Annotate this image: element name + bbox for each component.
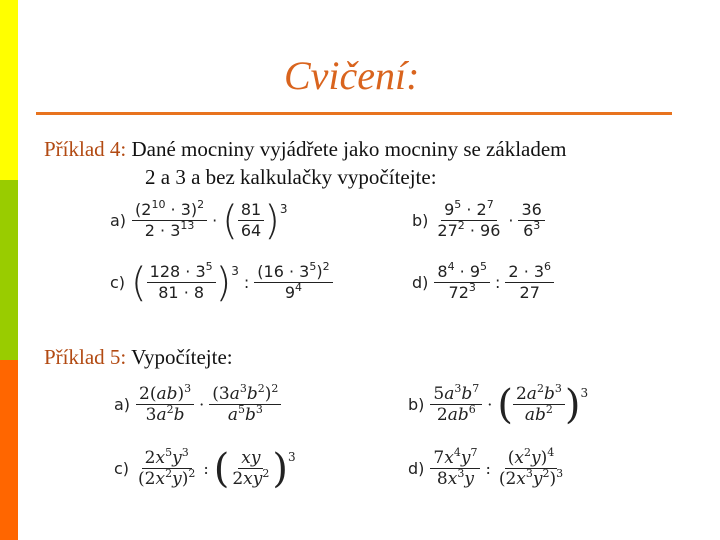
side-bar-yellow (0, 0, 18, 180)
task5-heading (44, 344, 233, 370)
fraction: $\frac{2(ab)^3}{3a^2b}$ (136, 384, 194, 425)
task4-heading (44, 136, 567, 162)
exercise-label: a) (110, 211, 127, 230)
fraction: $\frac{8^4 \cdot 9^5}{72^3}$ (434, 262, 490, 303)
task4-text-line2: 2 a 3 a bez kalkulačky vypočítejte: (145, 165, 437, 189)
parenthesized-fraction: ( $\frac{128 \cdot 3^5}{81 \cdot 8}$ ) 3 (131, 259, 239, 306)
task5-exercise-b: b) $\frac{5a^3b^7}{2ab^6}$ · ( $\frac{2a^2b^3}{ab^2}$ ) 3 (408, 381, 589, 428)
fraction: $\frac{36}{6^3}$ (518, 200, 544, 241)
fraction: $\frac{(x^2y)^4}{(2x^3y^2)^3}$ (498, 446, 564, 489)
task5-exercise-a: a) $\frac{2(ab)^3}{3a^2b}$ · $\frac{(3a^3b^2)^2}{a^5b^3}$ (114, 384, 281, 425)
task5-exercise-c: c) $\frac{2x^5y^3}{(2x^2y)^2}$ : ( $\frac{xy}{2xy^2}$ ) 3 (114, 445, 296, 492)
side-bar-green (0, 180, 18, 360)
fraction: $\frac{9^5 \cdot 2^7}{27^2 \cdot 96}$ (437, 198, 501, 240)
fraction: $\frac{(3a^3b^2)^2}{a^5b^3}$ (209, 384, 281, 425)
exercise-label: b) (412, 211, 429, 230)
fraction: $\frac{(16 \cdot 3^5)^2}{9^4}$ (254, 262, 332, 303)
task4-exercise-d: d) $\frac{8^4 \cdot 9^5}{72^3}$ : $\frac{2 \cdot 3^6}{27}$ (412, 262, 554, 303)
exercise-label: a) (114, 395, 131, 414)
task4-exercise-a: a) $\frac{(2^{10} \cdot 3)^2}{2 \cdot 3^{13}}$ · ( $\frac{81}{64}$ ) 3 (110, 197, 288, 244)
exercise-label: b) (408, 395, 425, 414)
task4-text-line1: Dané mocniny vyjádřete jako mocniny se základem (131, 137, 567, 161)
exercise-label: d) (412, 273, 429, 292)
fraction: $\frac{(2^{10} \cdot 3)^2}{2 \cdot 3^{13}}$ (132, 200, 207, 241)
parenthesized-fraction: ( $\frac{xy}{2xy^2}$ ) 3 (213, 445, 296, 492)
task5-label: Příklad 5: (44, 345, 127, 369)
exercise-label: c) (110, 273, 126, 292)
exercise-label: d) (408, 459, 425, 478)
parenthesized-fraction: ( $\frac{81}{64}$ ) 3 (222, 197, 288, 244)
exercise-label: c) (114, 459, 130, 478)
side-bar-orange (0, 360, 18, 540)
title-underline (36, 112, 672, 115)
task5-exercise-d: d) $\frac{7x^4y^7}{8x^3y}$ : $\frac{(x^2y)^4}{(2x^3y^2)^3}$ (408, 448, 566, 489)
parenthesized-fraction: ( $\frac{2a^2b^3}{ab^2}$ ) 3 (497, 381, 589, 428)
fraction: $\frac{7x^4y^7}{8x^3y}$ (430, 448, 480, 489)
task4-exercise-b: b) $\frac{9^5 \cdot 2^7}{27^2 \cdot 96}$ · $\frac{36}{6^3}$ (412, 200, 545, 241)
slide-title: Cvičení: (284, 53, 420, 98)
task4-exercise-c: c) ( $\frac{128 \cdot 3^5}{81 \cdot 8}$ ) 3 : $\frac{(16 \cdot 3^5)^2}{9^4}$ (110, 262, 333, 303)
fraction: $\frac{5a^3b^7}{2ab^6}$ (430, 384, 482, 425)
fraction: $\frac{2x^5y^3}{(2x^2y)^2}$ (138, 446, 196, 489)
task5-text: Vypočítejte: (131, 345, 233, 369)
task4-label: Příklad 4: (44, 137, 127, 161)
fraction: $\frac{2 \cdot 3^6}{27}$ (505, 262, 554, 303)
